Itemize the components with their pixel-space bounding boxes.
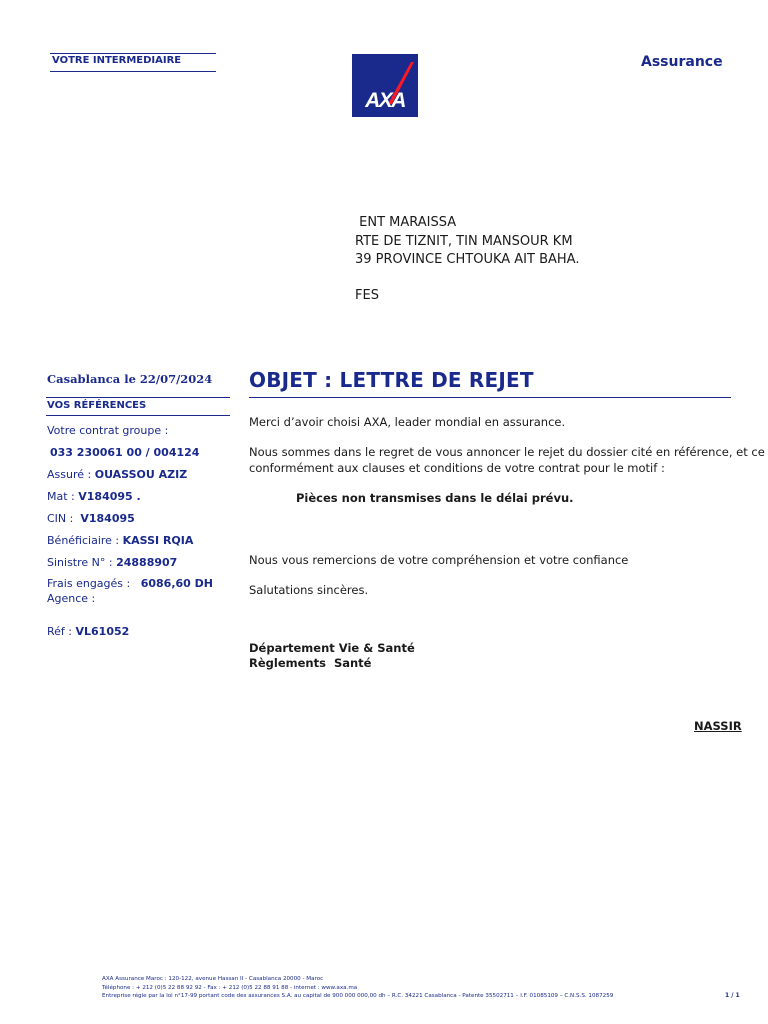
reference-line: Réf : VL61052 (47, 625, 130, 638)
axa-logo (352, 54, 418, 117)
department-name: Département Vie & Santé (249, 641, 415, 655)
footer-address: AXA Assurance Maroc : 120-122, avenue Hassan II - Casablanca 20000 - Maroc (102, 976, 324, 982)
address-city: FES (355, 287, 379, 303)
recipient-address (355, 214, 579, 305)
agency-line: Agence : (47, 592, 96, 605)
paragraph-closing: Nous vous remercions de votre compréhension et votre confiance (249, 553, 629, 567)
signature-name: NASSIR (694, 719, 742, 733)
cin-line: CIN : V184095 (47, 512, 135, 525)
place-date: Casablanca le 22/07/2024 (47, 372, 213, 386)
address-line-3: 39 PROVINCE CHTOUKA AIT BAHA. (355, 252, 580, 267)
footer-contact: Téléphone : + 212 (0)5 22 88 92 92 - Fax : + 212 (0)5 22 88 91 88 - internet : www.axa.ma (102, 984, 358, 991)
salutation: Salutations sincères. (249, 583, 369, 597)
contract-value: 033 230061 00 / 004124 (50, 446, 200, 459)
address-line-2: RTE DE TIZNIT, TIN MANSOUR KM (355, 233, 573, 249)
service-name: Règlements Santé (249, 656, 372, 670)
letter-subject-title: OBJET : LETTRE DE REJET (249, 368, 534, 392)
intermediary-label: VOTRE INTERMEDIAIRE (52, 55, 182, 66)
claim-line: Sinistre N° : 24888907 (47, 556, 178, 569)
beneficiary-line: Bénéficiaire : KASSI RQIA (47, 534, 194, 547)
footer-registration: Entreprise régie par la loi n°17-99 portant code des assurances S.A. au capital de 900 000 000,00 dh – R.C. 34221 Casablanca - Patente 35502711 – I.F. 01085109 – C.N.S.S. 1087259 (102, 993, 614, 999)
references-title: VOS RÉFÉRENCES (47, 400, 147, 411)
department-block (249, 641, 415, 671)
contract-label: Votre contrat groupe : (47, 424, 169, 437)
paragraph-rejection: Nous sommes dans le regret de vous annoncer le rejet du dossier cité en référence, et ce conformément aux clauses et conditions de votre contrat pour le motif : (249, 445, 765, 475)
mat-line: Mat : V184095 . (47, 490, 141, 503)
assure-line: Assuré : OUASSOU AZIZ (47, 468, 188, 481)
logo-text: AXA (365, 89, 405, 112)
title-divider (249, 397, 731, 398)
assurance-label: Assurance (641, 54, 723, 70)
rejection-reason: Pièces non transmises dans le délai prévu. (296, 491, 574, 505)
intermediary-box (50, 53, 216, 72)
address-line-1: ENT MARAISSA (359, 215, 457, 230)
paragraph-thanks: Merci d’avoir choisi AXA, leader mondial en assurance. (249, 415, 566, 429)
page-number: 1 / 1 (725, 992, 740, 999)
references-box (46, 397, 230, 416)
footer-legal (102, 975, 613, 1001)
expenses-line: Frais engagés : 6086,60 DH (47, 577, 213, 590)
